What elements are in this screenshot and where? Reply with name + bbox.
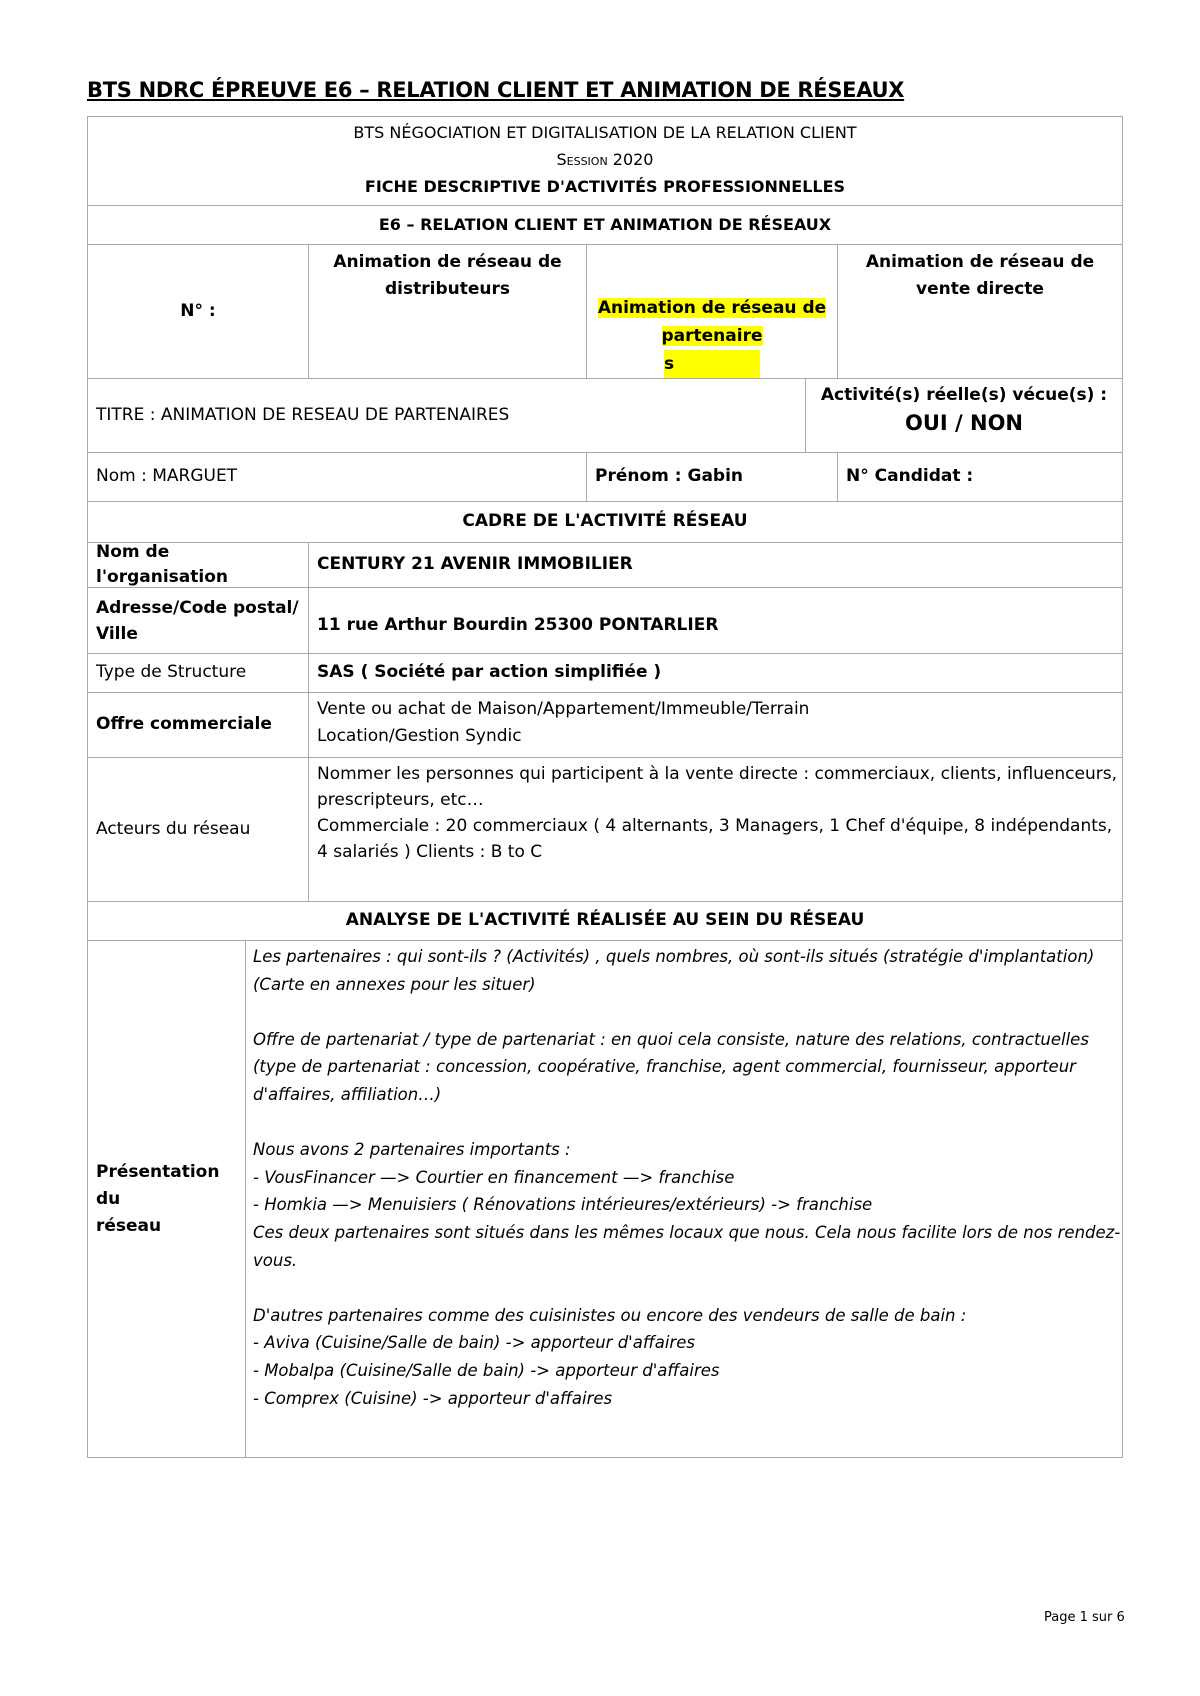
presentation-line bbox=[253, 1109, 1114, 1137]
subheader bbox=[87, 205, 1123, 245]
type-vente-directe bbox=[837, 244, 1123, 379]
nom-value: Nom : MARGUET bbox=[96, 466, 238, 487]
presentation-label-line-2: réseau bbox=[96, 1215, 162, 1236]
presentation-line: Les partenaires : qui sont-ils ? (Activités) , quels nombres, où sont-ils situés (stratégie d'implantation) bbox=[253, 947, 1095, 966]
type-distributeurs-line-1: Animation de réseau de bbox=[333, 252, 562, 272]
type-distributeurs-line-2: distributeurs bbox=[385, 279, 510, 299]
type-label-cell bbox=[87, 653, 309, 693]
presentation-content-cell bbox=[245, 940, 1123, 1458]
number-label: N° : bbox=[180, 300, 216, 321]
presentation-line: (Carte en annexes pour les situer) bbox=[253, 974, 536, 994]
presentation-line bbox=[253, 998, 1114, 1026]
header-block bbox=[87, 116, 1123, 206]
prenom-value: Prénom : Gabin bbox=[595, 466, 744, 487]
offre-line-2: Location/Gestion Syndic bbox=[317, 726, 522, 746]
presentation-line: Nous avons 2 partenaires importants : bbox=[253, 1140, 571, 1160]
subheader-text: E6 – RELATION CLIENT ET ANIMATION DE RÉSEAUX bbox=[378, 215, 832, 234]
cadre-title bbox=[87, 501, 1123, 543]
activite-cell bbox=[805, 378, 1123, 453]
acteurs-line-2: prescripteurs, etc… bbox=[317, 790, 484, 810]
analyse-title-text: ANALYSE DE L'ACTIVITÉ RÉALISÉE AU SEIN DU RÉSEAU bbox=[345, 910, 865, 931]
org-label-cell bbox=[87, 542, 309, 588]
header-fiche-title: FICHE DESCRIPTIVE D'ACTIVITÉS PROFESSIONNELLES bbox=[364, 177, 846, 196]
activite-label: Activité(s) réelle(s) vécue(s) : bbox=[820, 385, 1108, 405]
analyse-title bbox=[87, 901, 1123, 941]
header-session: Session 2020 bbox=[556, 150, 654, 169]
candidat-label: N° Candidat : bbox=[846, 466, 974, 487]
presentation-line: D'autres partenaires comme des cuisinistes ou encore des vendeurs de salle de bain : bbox=[253, 1305, 967, 1325]
offre-line-1: Vente ou achat de Maison/Appartement/Immeuble/Terrain bbox=[317, 699, 810, 719]
org-value: CENTURY 21 AVENIR IMMOBILIER bbox=[317, 554, 633, 575]
header-line-1: BTS NÉGOCIATION ET DIGITALISATION DE LA RELATION CLIENT bbox=[353, 123, 857, 142]
acteurs-line-3: Commerciale : 20 commerciaux ( 4 alternants, 3 Managers, 1 Chef d'équipe, 8 indépendants, bbox=[317, 816, 1113, 836]
adresse-label-line-1: Adresse/Code postal/ bbox=[96, 597, 299, 618]
cadre-title-text: CADRE DE L'ACTIVITÉ RÉSEAU bbox=[462, 511, 748, 532]
presentation-line: - Aviva (Cuisine/Salle de bain) -> apporteur d'affaires bbox=[253, 1333, 695, 1353]
presentation-line bbox=[253, 1274, 1114, 1302]
type-partenaires-line-3: s bbox=[664, 350, 760, 378]
document-title: BTS NDRC ÉPREUVE E6 – RELATION CLIENT ET ANIMATION DE RÉSEAUX bbox=[87, 78, 905, 102]
acteurs-label: Acteurs du réseau bbox=[96, 818, 251, 839]
nom-cell bbox=[87, 452, 587, 502]
titre-label: TITRE : ANIMATION DE RESEAU DE PARTENAIRES bbox=[96, 404, 510, 425]
adresse-label-cell bbox=[87, 587, 309, 654]
org-value-cell bbox=[308, 542, 1123, 588]
presentation-line: - Homkia —> Menuisiers ( Rénovations intérieures/extérieurs) -> franchise bbox=[253, 1195, 873, 1215]
type-partenaires-line-1: Animation de réseau de bbox=[597, 298, 827, 318]
number-cell bbox=[87, 244, 309, 379]
offre-label: Offre commerciale bbox=[96, 714, 272, 735]
acteurs-value-cell bbox=[308, 757, 1123, 902]
type-value: SAS ( Société par action simplifiée ) bbox=[317, 662, 662, 683]
page-footer: Page 1 sur 6 bbox=[1044, 1610, 1125, 1625]
adresse-value: 11 rue Arthur Bourdin 25300 PONTARLIER bbox=[317, 614, 719, 635]
presentation-label-cell bbox=[87, 940, 246, 1458]
type-distributeurs bbox=[308, 244, 587, 379]
type-value-cell bbox=[308, 653, 1123, 693]
type-partenaires bbox=[586, 244, 838, 379]
adresse-value-cell bbox=[308, 587, 1123, 654]
presentation-line: vous. bbox=[253, 1250, 298, 1270]
candidat-cell bbox=[837, 452, 1123, 502]
type-vente-directe-line-2: vente directe bbox=[916, 279, 1044, 299]
adresse-label-line-2: Ville bbox=[96, 623, 138, 644]
acteurs-label-cell bbox=[87, 757, 309, 902]
prenom-cell bbox=[586, 452, 838, 502]
offre-value-cell bbox=[308, 692, 1123, 758]
org-label: Nom de l'organisation bbox=[96, 541, 228, 587]
type-vente-directe-line-1: Animation de réseau de bbox=[865, 252, 1095, 272]
type-partenaires-line-2: partenaire bbox=[661, 326, 763, 346]
presentation-line: Offre de partenariat / type de partenariat : en quoi cela consiste, nature des relations, contractuelles bbox=[253, 1029, 1089, 1049]
type-label: Type de Structure bbox=[96, 662, 247, 683]
acteurs-line-1: Nommer les personnes qui participent à la vente directe : commerciaux, clients, influenceurs, bbox=[317, 764, 1117, 784]
presentation-line: - VousFinancer —> Courtier en financement —> franchise bbox=[253, 1167, 735, 1187]
acteurs-line-4: 4 salariés ) Clients : B to C bbox=[317, 842, 543, 862]
presentation-line: d'affaires, affiliation…) bbox=[253, 1084, 442, 1104]
presentation-line: (type de partenariat : concession, coopérative, franchise, agent commercial, fournisseur, apporteur bbox=[253, 1057, 1076, 1077]
presentation-line: - Mobalpa (Cuisine/Salle de bain) -> apporteur d'affaires bbox=[253, 1360, 720, 1380]
activite-value: OUI / NON bbox=[904, 411, 1023, 435]
presentation-line: Ces deux partenaires sont situés dans les mêmes locaux que nous. Cela nous facilite lors de nos rendez- bbox=[253, 1222, 1121, 1242]
titre-cell bbox=[87, 378, 806, 453]
offre-label-cell bbox=[87, 692, 309, 758]
presentation-line: - Comprex (Cuisine) -> apporteur d'affaires bbox=[253, 1388, 613, 1408]
presentation-label-line-1: Présentation du bbox=[96, 1161, 220, 1209]
